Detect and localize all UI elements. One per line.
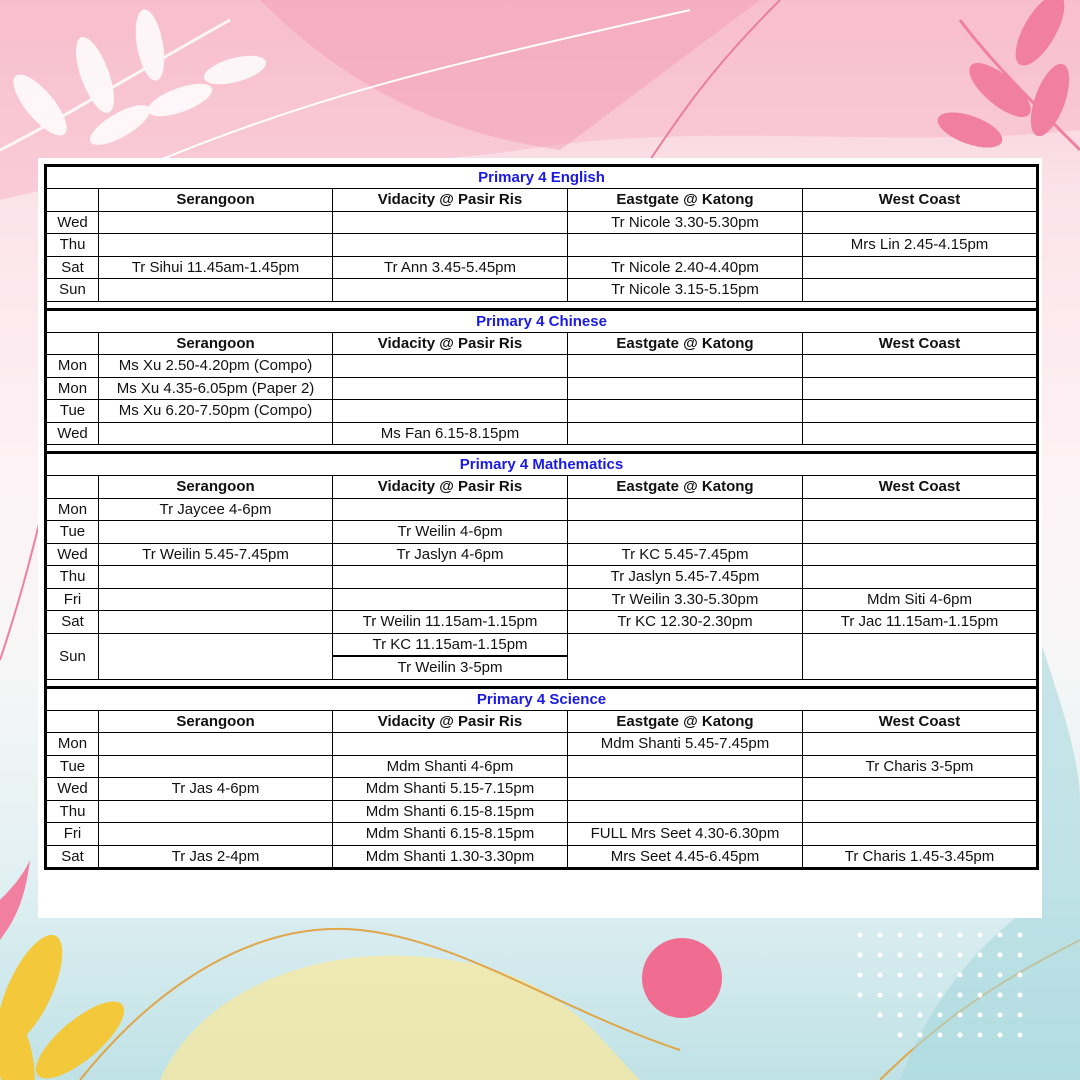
class-slot-cell	[99, 234, 333, 257]
class-slot-cell	[99, 211, 333, 234]
schedule-row	[46, 566, 1038, 589]
day-cell: Wed	[46, 211, 99, 234]
class-slot-cell	[333, 588, 568, 611]
day-cell: Sat	[46, 611, 99, 634]
class-slot-cell	[568, 778, 803, 801]
day-cell: Mon	[46, 733, 99, 756]
header-day-cell	[46, 189, 99, 212]
class-slot-cell	[333, 498, 568, 521]
class-slot-cell: Tr Jaycee 4-6pm	[99, 498, 333, 521]
class-slot-cell	[803, 823, 1038, 846]
class-slot-cell: Mdm Siti 4-6pm	[803, 588, 1038, 611]
class-slot-cell	[333, 377, 568, 400]
day-cell: Thu	[46, 234, 99, 257]
class-slot-cell: Tr Nicole 2.40-4.40pm	[568, 256, 803, 279]
section-gap	[46, 301, 1038, 309]
column-header: West Coast	[803, 189, 1038, 212]
column-header: Vidacity @ Pasir Ris	[333, 710, 568, 733]
class-slot-cell	[568, 755, 803, 778]
class-slot-cell	[333, 234, 568, 257]
class-slot-cell: Ms Xu 4.35-6.05pm (Paper 2)	[99, 377, 333, 400]
schedule-row	[46, 521, 1038, 544]
column-header-row	[46, 476, 1038, 499]
class-slot-cell: Tr Weilin 4-6pm	[333, 521, 568, 544]
class-slot-cell: Tr Nicole 3.30-5.30pm	[568, 211, 803, 234]
section-title-row	[46, 687, 1038, 710]
day-cell: Tue	[46, 400, 99, 423]
class-slot-cell: Mdm Shanti 1.30-3.30pm	[333, 845, 568, 869]
pink-curve-line	[0, 520, 40, 660]
class-slot-cell: Tr KC 12.30-2.30pm	[568, 611, 803, 634]
class-slot-cell: Tr Jac 11.15am-1.15pm	[803, 611, 1038, 634]
day-cell: Fri	[46, 823, 99, 846]
day-cell: Wed	[46, 543, 99, 566]
section-gap-cell	[46, 301, 1038, 309]
section-gap-cell	[46, 445, 1038, 453]
class-slot-cell	[99, 800, 333, 823]
schedule-row	[46, 778, 1038, 801]
class-slot-cell: Mdm Shanti 4-6pm	[333, 755, 568, 778]
class-slot-cell: Tr Jas 2-4pm	[99, 845, 333, 869]
header-day-cell	[46, 476, 99, 499]
class-slot-cell	[99, 566, 333, 589]
schedule-row	[46, 543, 1038, 566]
class-slot-cell	[99, 755, 333, 778]
column-header: Serangoon	[99, 710, 333, 733]
day-cell: Sun	[46, 633, 99, 679]
class-slot-cell	[99, 422, 333, 445]
class-slot-cell	[803, 733, 1038, 756]
class-slot-cell	[803, 355, 1038, 378]
class-slot-cell: Tr Jas 4-6pm	[99, 778, 333, 801]
class-slot-cell: Mdm Shanti 6.15-8.15pm	[333, 800, 568, 823]
column-header: Serangoon	[99, 332, 333, 355]
class-slot-cell	[803, 279, 1038, 302]
day-cell: Sat	[46, 845, 99, 869]
day-cell: Thu	[46, 800, 99, 823]
schedule-body	[46, 166, 1038, 869]
schedule-row	[46, 823, 1038, 846]
schedule-row	[46, 755, 1038, 778]
day-cell: Mon	[46, 498, 99, 521]
class-slot-cell	[803, 566, 1038, 589]
schedule-row	[46, 845, 1038, 869]
class-slot-cell: Mdm Shanti 6.15-8.15pm	[333, 823, 568, 846]
class-slot-cell	[99, 588, 333, 611]
class-slot-cell	[99, 279, 333, 302]
day-cell: Mon	[46, 355, 99, 378]
day-cell: Wed	[46, 422, 99, 445]
section-title: Primary 4 English	[46, 166, 1038, 189]
class-slot-cell	[568, 633, 803, 679]
class-slot-cell	[803, 256, 1038, 279]
class-slot-cell	[803, 633, 1038, 679]
section-title: Primary 4 Science	[46, 687, 1038, 710]
schedule-row	[46, 498, 1038, 521]
day-cell: Fri	[46, 588, 99, 611]
class-slot-cell	[99, 633, 333, 679]
class-slot-cell: Tr Jaslyn 5.45-7.45pm	[568, 566, 803, 589]
schedule-row	[46, 422, 1038, 445]
class-slot-cell: Tr Weilin 3-5pm	[333, 656, 568, 679]
class-slot-cell: Tr Weilin 5.45-7.45pm	[99, 543, 333, 566]
schedule-row	[46, 633, 1038, 656]
class-slot-cell	[568, 377, 803, 400]
schedule-row	[46, 588, 1038, 611]
section-title-row	[46, 453, 1038, 476]
pink-leaf-shape	[0, 860, 30, 940]
class-slot-cell	[333, 733, 568, 756]
schedule-row	[46, 256, 1038, 279]
schedule-row	[46, 611, 1038, 634]
column-header: Serangoon	[99, 189, 333, 212]
class-slot-cell	[803, 543, 1038, 566]
schedule-row	[46, 279, 1038, 302]
column-header: Serangoon	[99, 476, 333, 499]
class-slot-cell: Tr Nicole 3.15-5.15pm	[568, 279, 803, 302]
class-slot-cell	[803, 521, 1038, 544]
class-slot-cell: Ms Xu 6.20-7.50pm (Compo)	[99, 400, 333, 423]
column-header: West Coast	[803, 710, 1038, 733]
day-cell: Wed	[46, 778, 99, 801]
class-slot-cell	[99, 521, 333, 544]
class-slot-cell	[803, 778, 1038, 801]
class-slot-cell: Mdm Shanti 5.45-7.45pm	[568, 733, 803, 756]
class-slot-cell: Mrs Lin 2.45-4.15pm	[803, 234, 1038, 257]
class-slot-cell	[333, 279, 568, 302]
class-slot-cell: Mrs Seet 4.45-6.45pm	[568, 845, 803, 869]
class-slot-cell	[803, 800, 1038, 823]
class-slot-cell	[568, 498, 803, 521]
pink-circle-shape	[642, 938, 722, 1018]
class-schedule-table	[44, 164, 1039, 870]
schedule-row	[46, 733, 1038, 756]
class-slot-cell: Tr KC 11.15am-1.15pm	[333, 633, 568, 656]
column-header: Eastgate @ Katong	[568, 332, 803, 355]
column-header-row	[46, 189, 1038, 212]
class-slot-cell	[568, 521, 803, 544]
class-slot-cell	[99, 823, 333, 846]
column-header: Vidacity @ Pasir Ris	[333, 476, 568, 499]
class-slot-cell: Tr Charis 1.45-3.45pm	[803, 845, 1038, 869]
leaf-branch-icon	[0, 926, 135, 1080]
section-gap	[46, 445, 1038, 453]
schedule-row	[46, 355, 1038, 378]
schedule-row	[46, 377, 1038, 400]
column-header: West Coast	[803, 332, 1038, 355]
class-slot-cell	[568, 234, 803, 257]
class-slot-cell: Tr KC 5.45-7.45pm	[568, 543, 803, 566]
header-day-cell	[46, 710, 99, 733]
class-slot-cell	[803, 422, 1038, 445]
class-slot-cell	[568, 400, 803, 423]
section-gap-cell	[46, 679, 1038, 687]
class-slot-cell	[803, 498, 1038, 521]
day-cell: Tue	[46, 521, 99, 544]
class-slot-cell	[99, 611, 333, 634]
column-header-row	[46, 332, 1038, 355]
section-title-row	[46, 309, 1038, 332]
column-header-row	[46, 710, 1038, 733]
schedule-row	[46, 400, 1038, 423]
day-cell: Sun	[46, 279, 99, 302]
section-title: Primary 4 Mathematics	[46, 453, 1038, 476]
class-slot-cell: Mdm Shanti 5.15-7.15pm	[333, 778, 568, 801]
class-slot-cell: Tr Sihui 11.45am-1.45pm	[99, 256, 333, 279]
class-slot-cell	[568, 800, 803, 823]
class-slot-cell	[333, 355, 568, 378]
class-slot-cell	[333, 400, 568, 423]
section-title: Primary 4 Chinese	[46, 309, 1038, 332]
column-header: Vidacity @ Pasir Ris	[333, 189, 568, 212]
column-header: Vidacity @ Pasir Ris	[333, 332, 568, 355]
column-header: Eastgate @ Katong	[568, 710, 803, 733]
class-slot-cell: FULL Mrs Seet 4.30-6.30pm	[568, 823, 803, 846]
class-slot-cell	[803, 211, 1038, 234]
class-slot-cell: Tr Weilin 3.30-5.30pm	[568, 588, 803, 611]
class-slot-cell	[803, 377, 1038, 400]
schedule-row	[46, 800, 1038, 823]
class-slot-cell: Tr Ann 3.45-5.45pm	[333, 256, 568, 279]
day-cell: Sat	[46, 256, 99, 279]
class-slot-cell	[568, 422, 803, 445]
column-header: West Coast	[803, 476, 1038, 499]
class-slot-cell	[568, 355, 803, 378]
class-slot-cell	[803, 400, 1038, 423]
class-slot-cell: Tr Weilin 11.15am-1.15pm	[333, 611, 568, 634]
day-cell: Thu	[46, 566, 99, 589]
day-cell: Mon	[46, 377, 99, 400]
class-slot-cell	[333, 211, 568, 234]
column-header: Eastgate @ Katong	[568, 189, 803, 212]
yellow-wash-shape	[160, 956, 640, 1080]
column-header: Eastgate @ Katong	[568, 476, 803, 499]
schedule-row	[46, 211, 1038, 234]
section-gap	[46, 679, 1038, 687]
header-day-cell	[46, 332, 99, 355]
class-slot-cell: Ms Xu 2.50-4.20pm (Compo)	[99, 355, 333, 378]
class-slot-cell: Ms Fan 6.15-8.15pm	[333, 422, 568, 445]
section-title-row	[46, 166, 1038, 189]
class-slot-cell	[333, 566, 568, 589]
class-slot-cell: Tr Charis 3-5pm	[803, 755, 1038, 778]
day-cell: Tue	[46, 755, 99, 778]
class-slot-cell: Tr Jaslyn 4-6pm	[333, 543, 568, 566]
schedule-row	[46, 234, 1038, 257]
class-slot-cell	[99, 733, 333, 756]
